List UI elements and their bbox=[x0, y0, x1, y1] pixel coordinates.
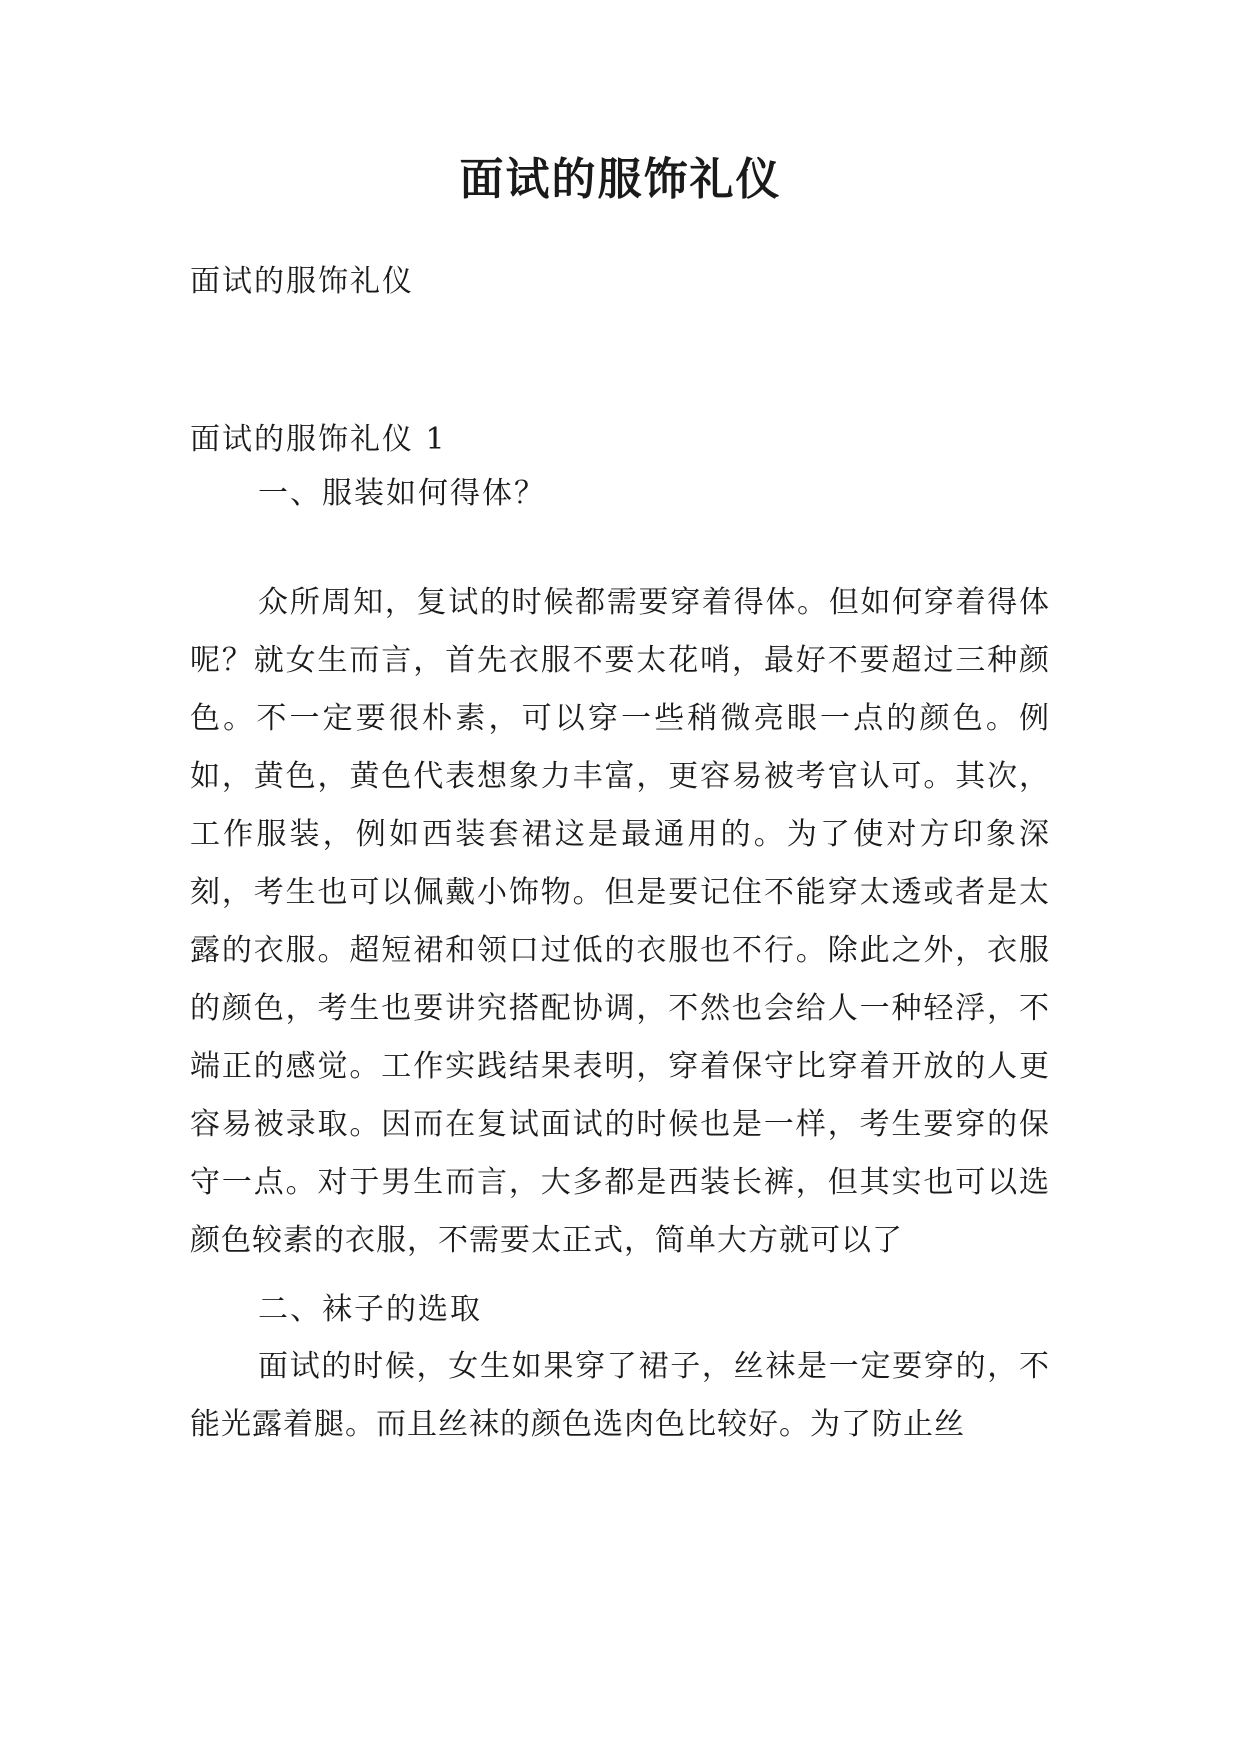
document-title: 面试的服饰礼仪 bbox=[459, 154, 782, 205]
heading-socks: 二、袜子的选取 bbox=[258, 1292, 482, 1327]
document-subtitle: 面试的服饰礼仪 bbox=[190, 264, 414, 299]
paragraph-clothing: 众所周知，复试的时候都需要穿着得体。但如何穿着得体呢？就女生而言，首先衣服不要太花哨，最好不要超过三种颜色。不一定要很朴素，可以穿一些稍微亮眼一点的颜色。例如，黄色，黄色代表想象力丰富，更容易被考官认可。其次，工作服装，例如西装套裙这是最通用的。为了使对方印象深刻，考生也可以佩戴小饰物。但是要记住不能穿太透或者是太露的衣服。超短裙和领口过低的衣服也不行。除此之外，衣服的颜色，考生也要讲究搭配协调，不然也会给人一种轻浮，不端正的感觉。工作实践结果表明，穿着保守比穿着开放的人更容易被录取。因而在复试面试的时候也是一样，考生要穿的保守一点。对于男生而言，大多都是西装长裤，但其实也可以选颜色较素的衣服，不需要太正式，简单大方就可以了 bbox=[190, 585, 1050, 1258]
heading-clothing: 一、服装如何得体？ bbox=[258, 476, 546, 511]
section-title: 面试的服饰礼仪 1 bbox=[190, 422, 447, 457]
paragraph-socks: 面试的时候，女生如果穿了裙子，丝袜是一定要穿的，不能光露着腿。而且丝袜的颜色选肉色比较好。为了防止丝 bbox=[190, 1349, 1050, 1442]
